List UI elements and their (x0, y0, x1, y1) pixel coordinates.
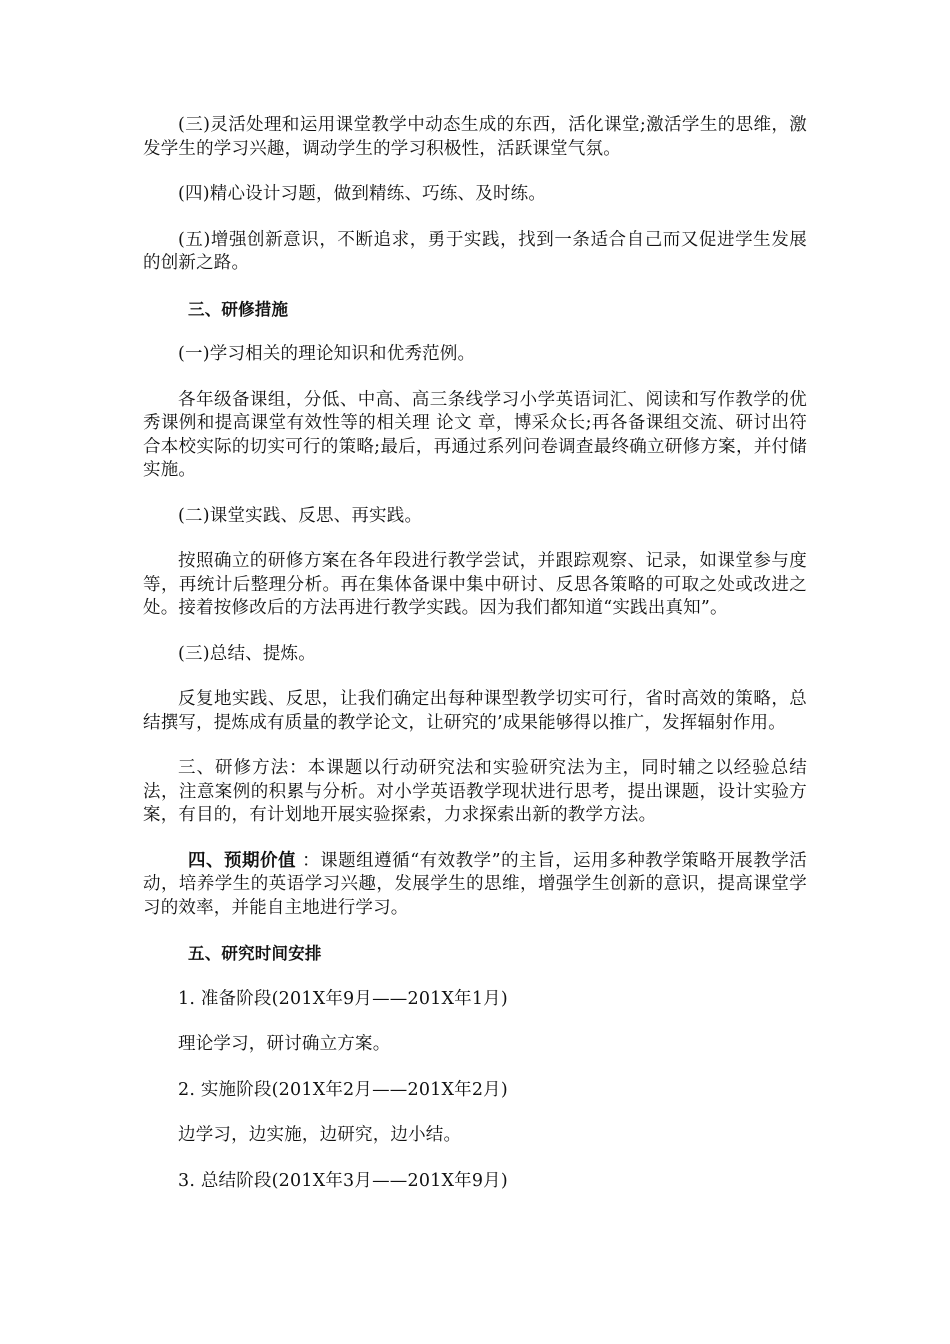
paragraph-expected-value (143, 850, 807, 921)
paragraph-summarize: (三)总结、提炼。 (178, 643, 316, 664)
document-page (143, 114, 807, 1193)
paragraph-innovation: (五)增强创新意识，不断追求，勇于实践，找到一条适合自己而又促进学生发展的创新之路。 (143, 229, 807, 273)
paragraph-exercise-design: (四)精心设计习题，做到精练、巧练、及时练。 (178, 184, 547, 204)
paragraph-research-methods: 三、研修方法：本课题以行动研究法和实验研究法为主，同时辅之以经验总结法，注意案例的积累与分析。对小学英语教学现状进行思考，提出课题，设计实验方案，有目的，有计划地开展实验探索，力求探索出新的教学方法。 (143, 758, 807, 825)
paragraph-practice-reflect: (二)课堂实践、反思、再实践。 (178, 505, 423, 526)
paragraph-trial-teaching: 按照确立的研修方案在各年段进行教学尝试，并跟踪观察、记录，如课堂参与度等，再统计后整理分析。再在集体备课中集中研讨、反思各策略的可取之处或改进之处。接着按修改后的方法再进行教学实践。因为我们都知道“实践出真知”。 (143, 551, 807, 618)
expected-value-text: ：课题组遵循“有效教学”的主旨，运用多种教学策略开展教学活动，培养学生的英语学习兴趣，发展学生的思维，增强学生创新的意识，提高课堂学习的效率，并能自主地进行学习。 (143, 850, 807, 918)
expected-value-heading: 四、预期价值 (188, 850, 297, 871)
schedule-stage-2: 2. 实施阶段(201X年2月——201X年2月) (178, 1079, 508, 1100)
schedule-stage-2-desc: 边学习，边实施，边研究，边小结。 (178, 1125, 462, 1145)
paragraph-study-theory: (一)学习相关的理论知识和优秀范例。 (178, 344, 476, 364)
heading-schedule: 五、研究时间安排 (188, 944, 322, 963)
paragraph-flexible-handling: (三)灵活处理和运用课堂教学中动态生成的东西，活化课堂;激活学生的思维，激发学生的学习兴趣，调动学生的学习积极性，活跃课堂气氛。 (143, 115, 807, 159)
paragraph-repeated-practice: 反复地实践、反思，让我们确定出每种课型教学切实可行，省时高效的策略，总结撰写，提炼成有质量的教学论文，让研究的’成果能够得以推广，发挥辐射作用。 (143, 689, 807, 733)
paragraph-grade-groups: 各年级备课组，分低、中高、高三条线学习小学英语词汇、阅读和写作教学的优秀课例和提高课堂有效性等的相关理 论文 章，博采众长;再各备课组交流、研讨出符合本校实际的切实可行的策略;最后，再通过系列问卷调查最终确立研修方案，并付储实施。 (143, 389, 807, 480)
schedule-stage-3: 3. 总结阶段(201X年3月——201X年9月) (178, 1170, 508, 1191)
schedule-stage-1-desc: 理论学习，研讨确立方案。 (178, 1034, 391, 1054)
schedule-stage-1: 1. 准备阶段(201X年9月——201X年1月) (178, 988, 508, 1009)
heading-research-measures: 三、研修措施 (188, 299, 289, 319)
